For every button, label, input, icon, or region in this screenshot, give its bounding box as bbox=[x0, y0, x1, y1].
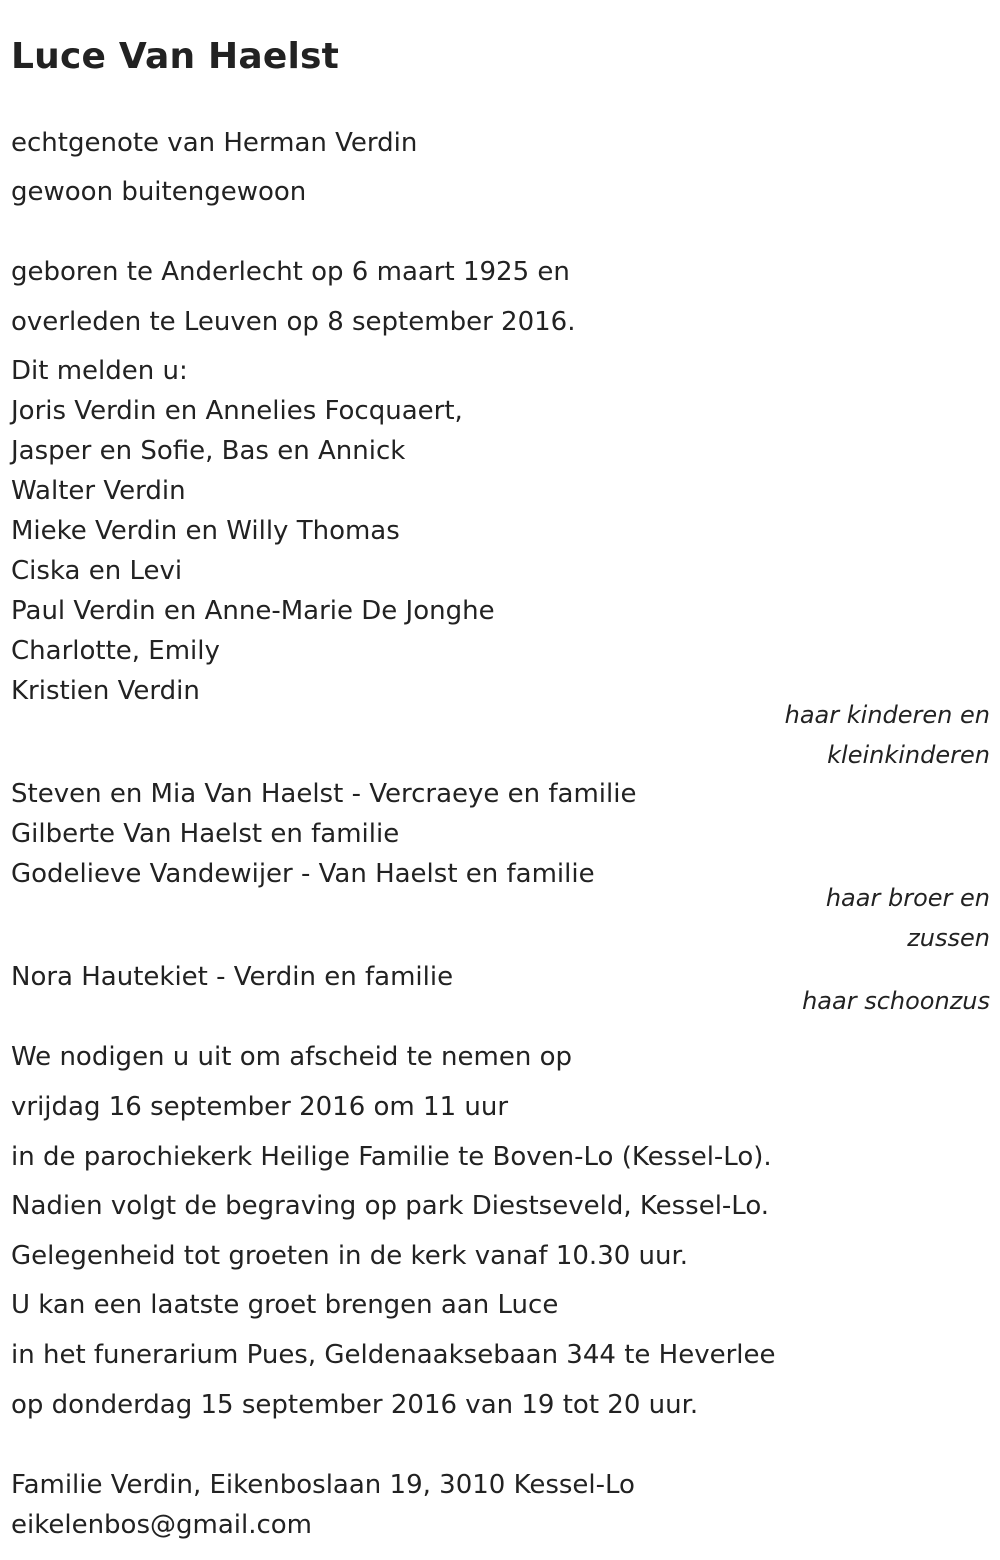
ceremony-line: in de parochiekerk Heilige Familie te Boven-Lo (Kessel-Lo). bbox=[11, 1142, 772, 1172]
children-role-label: haar kinderen en bbox=[784, 701, 990, 729]
announcers-intro: Dit melden u: bbox=[11, 356, 188, 386]
siblings-role-label: haar broer en bbox=[825, 884, 990, 912]
family-line: Kristien Verdin bbox=[11, 676, 200, 706]
family-line: Joris Verdin en Annelies Focquaert, bbox=[11, 396, 463, 426]
ceremony-line: Nadien volgt de begraving op park Diestseveld, Kessel-Lo. bbox=[11, 1191, 770, 1221]
family-line: Paul Verdin en Anne-Marie De Jonghe bbox=[11, 596, 495, 626]
ceremony-line: Gelegenheid tot groeten in de kerk vanaf 10.30 uur. bbox=[11, 1241, 689, 1271]
sister-in-law-line: Nora Hautekiet - Verdin en familie bbox=[11, 962, 454, 992]
ceremony-line: op donderdag 15 september 2016 van 19 tot 20 uur. bbox=[11, 1390, 699, 1420]
ceremony-line: vrijdag 16 september 2016 om 11 uur bbox=[11, 1092, 509, 1122]
ceremony-line: in het funerarium Pues, Geldenaaksebaan 344 te Heverlee bbox=[11, 1340, 776, 1370]
contact-email[interactable]: eikelenbos@gmail.com bbox=[11, 1510, 313, 1540]
ceremony-line: U kan een laatste groet brengen aan Luce bbox=[11, 1290, 559, 1320]
death-line: overleden te Leuven op 8 september 2016. bbox=[11, 307, 576, 337]
family-line: Charlotte, Emily bbox=[11, 636, 220, 666]
sister-in-law-role-label: haar schoonzus bbox=[802, 987, 990, 1015]
family-line: Walter Verdin bbox=[11, 476, 186, 506]
birth-line: geboren te Anderlecht op 6 maart 1925 en bbox=[11, 257, 570, 287]
sibling-line: Steven en Mia Van Haelst - Vercraeye en familie bbox=[11, 779, 637, 809]
children-role-label: kleinkinderen bbox=[827, 741, 990, 769]
contact-address: Familie Verdin, Eikenboslaan 19, 3010 Kessel-Lo bbox=[11, 1470, 635, 1500]
family-line: Mieke Verdin en Willy Thomas bbox=[11, 516, 400, 546]
siblings-role-label: zussen bbox=[907, 924, 990, 952]
page-title: Luce Van Haelst bbox=[11, 36, 340, 77]
intro-spouse-line: echtgenote van Herman Verdin bbox=[11, 128, 418, 158]
family-line: Ciska en Levi bbox=[11, 556, 183, 586]
intro-motto-line: gewoon buitengewoon bbox=[11, 177, 307, 207]
ceremony-line: We nodigen u uit om afscheid te nemen op bbox=[11, 1042, 573, 1072]
sibling-line: Godelieve Vandewijer - Van Haelst en familie bbox=[11, 859, 595, 889]
family-line: Jasper en Sofie, Bas en Annick bbox=[11, 436, 406, 466]
sibling-line: Gilberte Van Haelst en familie bbox=[11, 819, 400, 849]
